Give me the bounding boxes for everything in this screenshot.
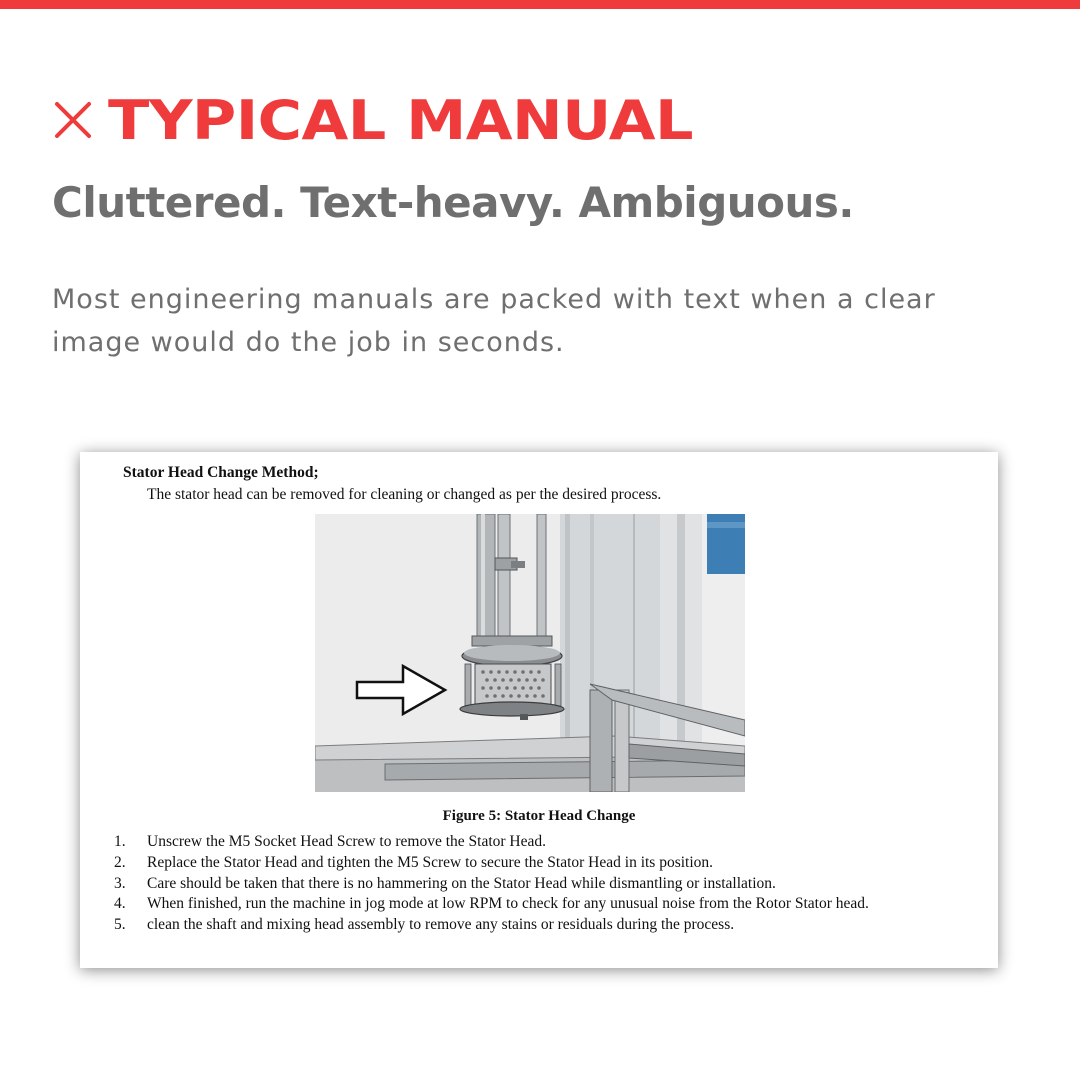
step-text: Replace the Stator Head and tighten the M5 Screw to secure the Stator Head in its position. <box>147 853 714 871</box>
step-text: Unscrew the M5 Socket Head Screw to remove the Stator Head. <box>147 833 547 850</box>
manual-excerpt <box>80 452 998 968</box>
list-item <box>114 832 974 853</box>
stator-head-figure <box>315 514 745 792</box>
list-item <box>114 894 974 915</box>
close-x-icon <box>52 99 94 141</box>
headline-title: TYPICAL MANUAL <box>108 88 694 152</box>
headline <box>52 88 694 152</box>
top-accent-bar <box>0 0 1080 9</box>
step-number: 4. <box>114 895 126 913</box>
step-text: clean the shaft and mixing head assembly to remove any stains or residuals during the process. <box>147 916 735 934</box>
step-number: 5. <box>114 916 126 934</box>
subheadline: Cluttered. Text-heavy. Ambiguous. <box>52 178 854 227</box>
manual-section-title: Stator Head Change Method; <box>123 464 319 481</box>
steps-list <box>114 832 974 936</box>
list-item <box>114 915 974 936</box>
step-text: Care should be taken that there is no hammering on the Stator Head while dismantling or installation. <box>147 874 776 892</box>
step-number: 1. <box>114 833 126 850</box>
step-text: When finished, run the machine in jog mode at low RPM to check for any unusual noise from the Rotor Stator head. <box>147 895 869 913</box>
manual-intro: The stator head can be removed for cleaning or changed as per the desired process. <box>147 486 662 503</box>
list-item <box>114 853 974 874</box>
body-paragraph: Most engineering manuals are packed with text when a clear image would do the job in seconds. <box>52 284 936 358</box>
list-item <box>114 874 974 895</box>
figure-caption: Figure 5: Stator Head Change <box>442 808 636 824</box>
step-number: 2. <box>114 853 126 871</box>
step-number: 3. <box>114 874 126 892</box>
